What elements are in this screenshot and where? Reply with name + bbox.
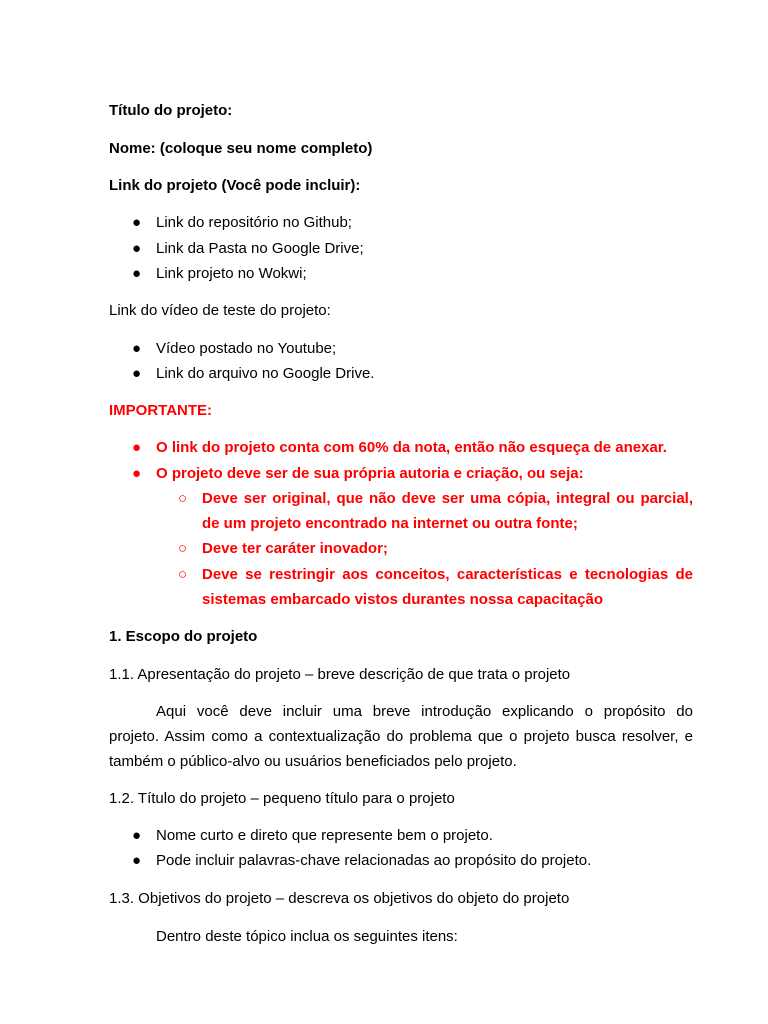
list-item: Nome curto e direto que represente bem o projeto.	[156, 827, 493, 844]
paragraph-line: Dentro deste tópico inclua os seguintes itens:	[156, 928, 458, 945]
project-link-label: Link do projeto (Você pode incluir):	[109, 177, 361, 194]
bullet-icon: ●	[132, 827, 142, 844]
bullet-icon: ●	[132, 214, 142, 231]
list-item: Link do arquivo no Google Drive.	[156, 365, 375, 382]
circle-bullet-icon: ○	[178, 490, 188, 507]
bullet-icon: ●	[132, 439, 142, 456]
bullet-icon: ●	[132, 365, 142, 382]
bullet-icon: ●	[132, 852, 142, 869]
circle-bullet-icon: ○	[178, 566, 188, 583]
sub-item: Deve se restringir aos conceitos, características e tecnologias de	[202, 566, 693, 583]
sub-item: de um projeto encontrado na internet ou outra fonte;	[202, 515, 578, 532]
bullet-icon: ●	[132, 465, 142, 482]
paragraph-line: Aqui você deve incluir uma breve introdução explicando o propósito do	[156, 703, 693, 720]
list-item: Pode incluir palavras-chave relacionadas ao propósito do projeto.	[156, 852, 592, 869]
list-item: Link projeto no Wokwi;	[156, 265, 307, 282]
bullet-icon: ●	[132, 265, 142, 282]
list-item: Link do repositório no Github;	[156, 214, 352, 231]
sub-item: Deve ter caráter inovador;	[202, 540, 388, 557]
important-item: O link do projeto conta com 60% da nota, então não esqueça de anexar.	[156, 439, 667, 456]
circle-bullet-icon: ○	[178, 540, 188, 557]
list-item: Link da Pasta no Google Drive;	[156, 240, 364, 257]
important-heading: IMPORTANTE:	[109, 402, 213, 419]
name-label: Nome: (coloque seu nome completo)	[109, 140, 373, 157]
list-item: Vídeo postado no Youtube;	[156, 340, 337, 357]
sub-item: Deve ser original, que não deve ser uma cópia, integral ou parcial,	[202, 490, 693, 507]
section-heading: 1. Escopo do projeto	[109, 628, 258, 645]
important-item: O projeto deve ser de sua própria autoria e criação, ou seja:	[156, 465, 584, 482]
subsection-heading: 1.3. Objetivos do projeto – descreva os objetivos do objeto do projeto	[109, 890, 570, 907]
video-link-label: Link do vídeo de teste do projeto:	[109, 302, 331, 319]
paragraph-line: projeto. Assim como a contextualização do problema que o projeto busca resolver, e	[109, 728, 693, 745]
subsection-heading: 1.2. Título do projeto – pequeno título para o projeto	[109, 790, 455, 807]
paragraph-line: também o público-alvo ou usuários beneficiados pelo projeto.	[109, 753, 517, 770]
bullet-icon: ●	[132, 240, 142, 257]
bullet-icon: ●	[132, 340, 142, 357]
subsection-heading: 1.1. Apresentação do projeto – breve descrição de que trata o projeto	[109, 666, 571, 683]
project-title-label: Título do projeto:	[109, 102, 233, 119]
sub-item: sistemas embarcado vistos durantes nossa capacitação	[202, 591, 604, 608]
